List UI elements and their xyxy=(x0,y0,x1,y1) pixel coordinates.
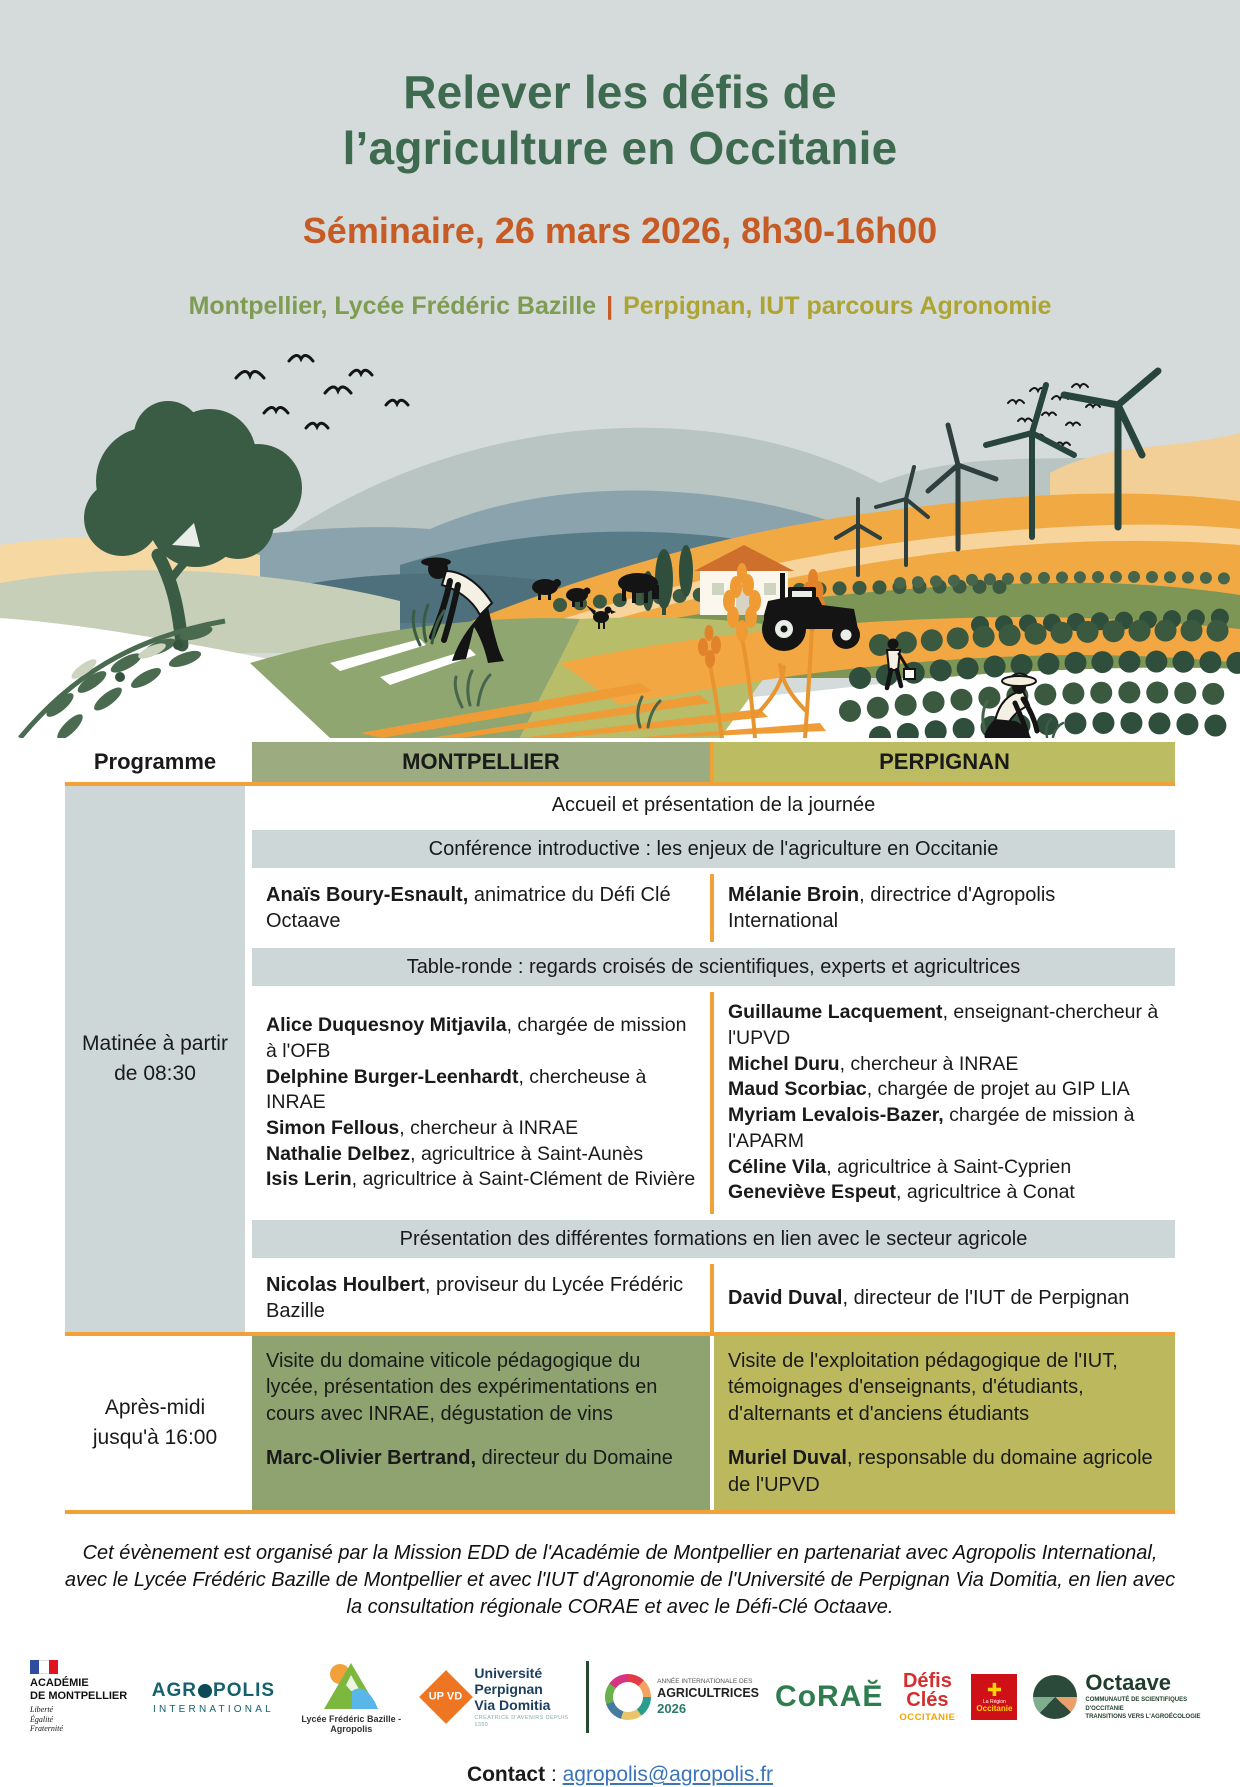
speaker-role: , proviseur du Lycée Frédéric Bazille xyxy=(266,1274,684,1323)
speaker-role: , directeur de l'IUT de Perpignan xyxy=(842,1287,1130,1310)
speaker-line: Alice Duquesnoy Mitjavila, chargée de mission à l'OFB xyxy=(266,1014,687,1062)
location-separator: | xyxy=(606,292,614,321)
speaker-name: Nicolas Houlbert xyxy=(266,1274,425,1297)
logo-octaave: Octaave COMMUNAUTÉ DE SCIENTIFIQUES D'OCCITANIE TRANSITIONS VERS L'AGROÉCOLOGIE xyxy=(1033,1672,1210,1721)
speaker-name: Anaïs Boury-Esnault, xyxy=(266,884,469,907)
page-title xyxy=(0,64,1240,176)
speaker-role: , directrice d'Agropolis International xyxy=(728,884,1056,933)
agropolis-globe-icon xyxy=(198,1684,212,1698)
program-table xyxy=(65,742,1175,1514)
speaker-line: Geneviève Espeut, agricultrice à Conat xyxy=(728,1181,1075,1204)
afternoon-perpignan-cell xyxy=(714,1336,1175,1510)
contact-line xyxy=(0,1763,1240,1787)
formations-perpignan-cell xyxy=(714,1264,1175,1332)
program-row-conference-speakers xyxy=(252,874,1175,942)
formations-montpellier-cell xyxy=(252,1264,710,1332)
logo-corae: CoRAĔ xyxy=(775,1680,884,1714)
octaave-leaf-circle-icon xyxy=(1033,1675,1077,1719)
header-section xyxy=(0,0,1240,738)
logo-agropolis-international: AGR POLIS INTERNATIONAL xyxy=(151,1679,276,1715)
afternoon-montpellier-cell xyxy=(252,1336,710,1510)
logo-annee-agricultrices: ANNÉE INTERNATIONALE DES AGRICULTRICES 2026 xyxy=(605,1674,759,1720)
title-line2: l’agriculture en Occitanie xyxy=(342,122,898,175)
agricultrices-ring-icon xyxy=(605,1674,651,1720)
logo-upvd: UP VD Université Perpignan Via Domitia CRÉATRICE D'AVENIRS DEPUIS 1350 xyxy=(427,1666,570,1727)
program-table-header xyxy=(65,742,1175,782)
tableronde-montpellier-cell xyxy=(252,992,710,1214)
speaker-line: Michel Duru, chercheur à INRAE xyxy=(728,1052,1019,1075)
contact-email-link[interactable]: agropolis@agropolis.fr xyxy=(562,1763,774,1787)
title-line1: Relever les défis de xyxy=(403,66,837,118)
orange-rule xyxy=(65,1510,1175,1514)
program-row-tableronde-speakers xyxy=(252,992,1175,1214)
afternoon-time-label: Après-midi jusqu'à 16:00 xyxy=(65,1336,245,1510)
speaker-line: Nathalie Delbez, agricultrice à Saint-Aunès xyxy=(266,1142,644,1165)
afternoon-section xyxy=(65,1336,1175,1510)
speaker-line: Simon Fellous, chercheur à INRAE xyxy=(266,1117,579,1140)
partner-logos xyxy=(0,1651,1240,1743)
farm-illustration xyxy=(0,333,1240,738)
logo-separator xyxy=(586,1661,589,1733)
speaker-line: Myriam Levalois-Bazer, chargée de mission à l'APARM xyxy=(728,1104,1135,1152)
speaker-line: Isis Lerin, agricultrice à Saint-Clément de Rivière xyxy=(266,1168,696,1191)
visit-description: Visite de l'exploitation pédagogique de l'IUT, témoignages d'enseignants, d'étudiants, d'alternants et d'anciens étudiants xyxy=(728,1350,1118,1425)
upvd-diamond-icon: UP VD xyxy=(420,1670,474,1724)
visit-description: Visite du domaine viticole pédagogique du lycée, présentation des expérimentations en cours avec INRAE, dégustation de vins xyxy=(266,1350,658,1425)
location-montpellier: Montpellier, Lycée Frédéric Bazille xyxy=(188,292,597,321)
conference-perpignan-cell xyxy=(714,874,1175,942)
morning-section xyxy=(65,786,1175,1332)
location-perpignan: Perpignan, IUT parcours Agronomie xyxy=(623,292,1052,321)
program-column-header: Programme xyxy=(93,749,217,775)
program-row-formations-speakers xyxy=(252,1264,1175,1332)
tableronde-perpignan-cell xyxy=(714,992,1175,1214)
speaker-line: Marc-Olivier Bertrand, directeur du Domaine xyxy=(266,1447,673,1470)
speaker-role: animatrice du Défi Clé Octaave xyxy=(266,884,671,933)
logo-academie-montpellier: ACADÉMIE DE MONTPELLIER Liberté Égalité Fraternité xyxy=(30,1660,136,1734)
speaker-line: Delphine Burger-Leenhardt, chercheuse à INRAE xyxy=(266,1065,647,1114)
contact-separator: : xyxy=(545,1763,563,1787)
program-band-tableronde: Table-ronde : regards croisés de scientifiques, experts et agricultrices xyxy=(252,948,1175,986)
contact-label: Contact xyxy=(466,1763,546,1787)
perpignan-column-header: PERPIGNAN xyxy=(714,742,1175,782)
speaker-line: Céline Vila, agricultrice à Saint-Cyprien xyxy=(728,1155,1072,1178)
conference-montpellier-cell xyxy=(252,874,710,942)
organizers-note: Cet évènement est organisé par la Mission EDD de l'Académie de Montpellier en partenariat avec Agropolis International, avec le Lycée Frédéric Bazille de Montpellier et avec l'IUT d'Agronomie de l'Université de Perpignan Via Domitia, en lien avec la consultation régionale CORAE et avec le Défi-Clé Octaave. xyxy=(64,1542,1176,1619)
speaker-line: Guillaume Lacquement, enseignant-chercheur à l'UPVD xyxy=(728,1001,1159,1049)
logo-defis-cles-occitanie: Défis Clés OCCITANIE xyxy=(899,1670,956,1724)
locations-line xyxy=(0,292,1240,321)
logo-lycee-frederic-bazille: Lycée Frédéric Bazille - Agropolis xyxy=(291,1661,411,1734)
montpellier-column-header: MONTPELLIER xyxy=(252,742,710,782)
program-band-conference: Conférence introductive : les enjeux de l'agriculture en Occitanie xyxy=(252,830,1175,868)
occitan-cross-icon: ✚ xyxy=(986,1679,1002,1700)
morning-time-label: Matinée à partir de 08:30 xyxy=(65,786,245,1332)
speaker-line: Maud Scorbiac, chargée de projet au GIP LIA xyxy=(728,1078,1130,1101)
seminar-date: Séminaire, 26 mars 2026, 8h30-16h00 xyxy=(302,210,938,252)
speaker-name: Mélanie Broin xyxy=(728,884,860,907)
speaker-name: David Duval xyxy=(728,1287,843,1310)
speaker-line: Muriel Duval, responsable du domaine agricole de l'UPVD xyxy=(728,1447,1153,1496)
program-row-accueil: Accueil et présentation de la journée xyxy=(252,786,1175,824)
program-band-formations: Présentation des différentes formations en lien avec le secteur agricole xyxy=(252,1220,1175,1258)
lycee-triangle-icon xyxy=(322,1661,380,1711)
french-flag-icon xyxy=(30,1660,58,1674)
logo-region-occitanie: ✚ La Région Occitanie xyxy=(971,1674,1017,1720)
